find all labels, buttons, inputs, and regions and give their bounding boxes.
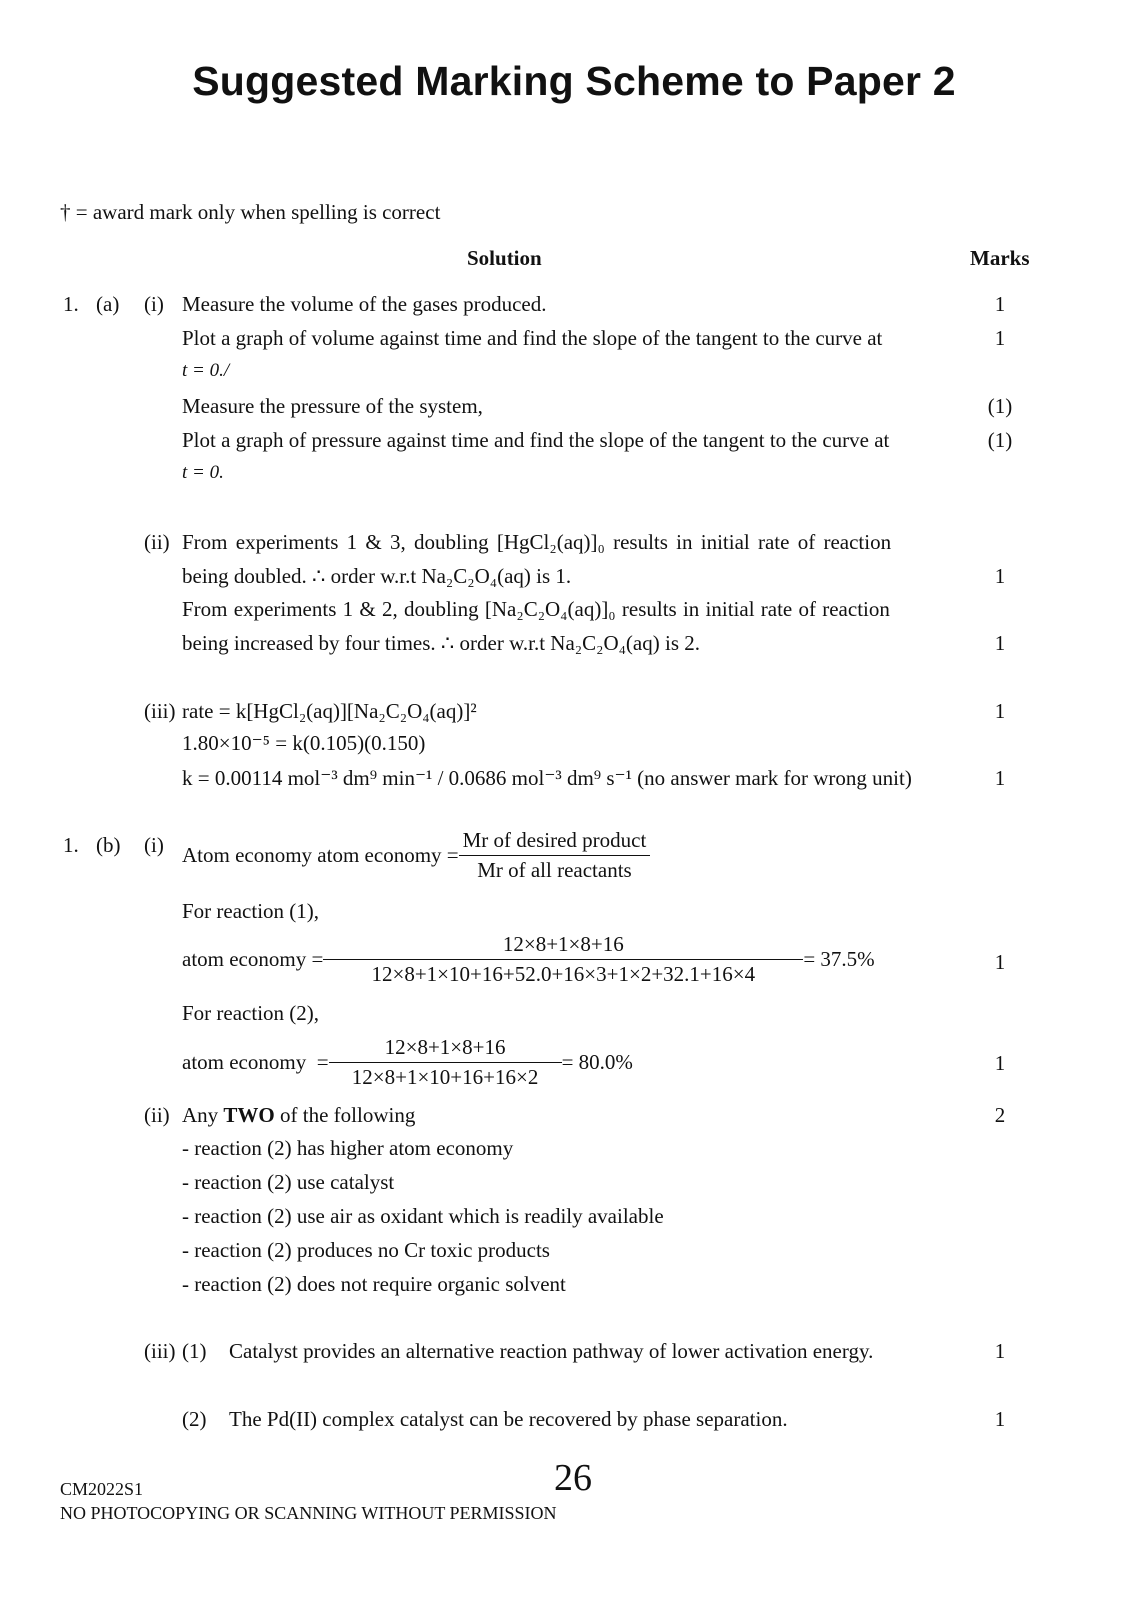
list-item: - reaction (2) use catalyst	[182, 1170, 395, 1194]
intro-emphasis: TWO	[223, 1103, 275, 1127]
mark: 2	[994, 1103, 1006, 1127]
subpart-label: (iii)	[144, 699, 176, 723]
mark: 1	[994, 950, 1006, 974]
calc-result: = 37.5%	[803, 947, 875, 971]
answer-line: Measure the pressure of the system,	[182, 394, 483, 418]
list-intro	[182, 1103, 415, 1128]
reaction-2-label: For reaction (2),	[182, 1001, 320, 1025]
answer-line: From experiments 1 & 3, doubling [HgCl₂(aq)]₀ results in initial rate of reaction	[182, 530, 892, 554]
answer-line: Measure the volume of the gases produced.	[182, 292, 547, 316]
mark: 1	[994, 699, 1006, 723]
answer-line: From experiments 1 & 2, doubling [Na₂C₂O₄(aq)]₀ results in initial rate of reaction	[182, 597, 890, 621]
column-header-marks: Marks	[970, 246, 1030, 270]
mark: 1	[994, 1339, 1006, 1363]
document-code: CM2022S1	[60, 1479, 144, 1499]
mark: 1	[994, 766, 1006, 790]
answer-line: t = 0./	[182, 360, 230, 381]
answer-line: being increased by four times. ∴ order w.r.t Na₂C₂O₄(aq) is 2.	[182, 631, 700, 655]
subpart-label: (ii)	[144, 1103, 170, 1127]
definition-prefix: Atom economy atom economy =	[182, 843, 459, 867]
mark: (1)	[987, 394, 1013, 418]
subpart-label: (iii)	[144, 1339, 176, 1363]
list-item: - reaction (2) produces no Cr toxic products	[182, 1238, 550, 1262]
column-header-solution: Solution	[467, 246, 542, 270]
answer-line: being doubled. ∴ order w.r.t Na₂C₂O₄(aq) is 1.	[182, 564, 572, 588]
reaction-2-calculation	[182, 1035, 633, 1090]
fraction-numerator: Mr of desired product	[459, 828, 651, 856]
fraction-numerator: 12×8+1×8+16	[323, 932, 803, 960]
subpart-label: (ii)	[144, 530, 170, 554]
calc-result: = 80.0%	[561, 1050, 633, 1074]
intro-text: Any	[182, 1103, 224, 1127]
intro-text: of the following	[274, 1103, 416, 1127]
page-title: Suggested Marking Scheme to Paper 2	[192, 58, 956, 104]
mark: (1)	[987, 428, 1013, 452]
answer-line: t = 0.	[182, 462, 224, 483]
answer-line: The Pd(II) complex catalyst can be recovered by phase separation.	[229, 1407, 788, 1431]
fraction-denominator: Mr of all reactants	[477, 858, 632, 882]
item-number: (2)	[182, 1407, 207, 1431]
question-number: 1.	[63, 833, 79, 857]
mark: 1	[994, 1051, 1006, 1075]
answer-line: Plot a graph of pressure against time and find the slope of the tangent to the curve at	[182, 428, 890, 452]
question-number: 1.	[63, 292, 79, 316]
rate-substitution: 1.80×10⁻⁵ = k(0.105)(0.150)	[182, 731, 426, 755]
mark: 1	[994, 292, 1006, 316]
copyright-notice: NO PHOTOCOPYING OR SCANNING WITHOUT PERMISSION	[60, 1503, 557, 1523]
reaction-1-calculation	[182, 932, 875, 987]
list-item: - reaction (2) use air as oxidant which is readily available	[182, 1204, 664, 1228]
rate-equation: rate = k[HgCl₂(aq)][Na₂C₂O₄(aq)]²	[182, 699, 477, 723]
fraction-numerator: 12×8+1×8+16	[329, 1035, 562, 1063]
answer-line: Plot a graph of volume against time and find the slope of the tangent to the curve at	[182, 326, 883, 350]
answer-line: Catalyst provides an alternative reaction pathway of lower activation energy.	[229, 1339, 874, 1363]
calc-fraction	[329, 1035, 562, 1090]
question-part: (b)	[96, 833, 121, 857]
list-item: - reaction (2) has higher atom economy	[182, 1136, 514, 1160]
reaction-1-label: For reaction (1),	[182, 899, 320, 923]
mark: 1	[994, 326, 1006, 350]
list-item: - reaction (2) does not require organic solvent	[182, 1272, 566, 1296]
atom-economy-definition	[182, 828, 650, 883]
subpart-label: (i)	[144, 833, 164, 857]
spelling-note: † = award mark only when spelling is correct	[60, 200, 441, 224]
calc-prefix: atom economy =	[182, 1050, 329, 1074]
subpart-label: (i)	[144, 292, 164, 316]
rate-constant: k = 0.00114 mol⁻³ dm⁹ min⁻¹ / 0.0686 mol⁻³ dm⁹ s⁻¹ (no answer mark for wrong unit)	[182, 766, 912, 790]
fraction-denominator: 12×8+1×10+16+52.0+16×3+1×2+32.1+16×4	[371, 962, 756, 986]
calc-fraction	[323, 932, 803, 987]
item-number: (1)	[182, 1339, 207, 1363]
mark: 1	[994, 564, 1006, 588]
fraction-denominator: 12×8+1×10+16+16×2	[351, 1065, 539, 1089]
calc-prefix: atom economy =	[182, 947, 324, 971]
page-number: 26	[554, 1457, 592, 1499]
mark: 1	[994, 1407, 1006, 1431]
mark: 1	[994, 631, 1006, 655]
definition-fraction	[459, 828, 651, 883]
question-part: (a)	[96, 292, 120, 316]
